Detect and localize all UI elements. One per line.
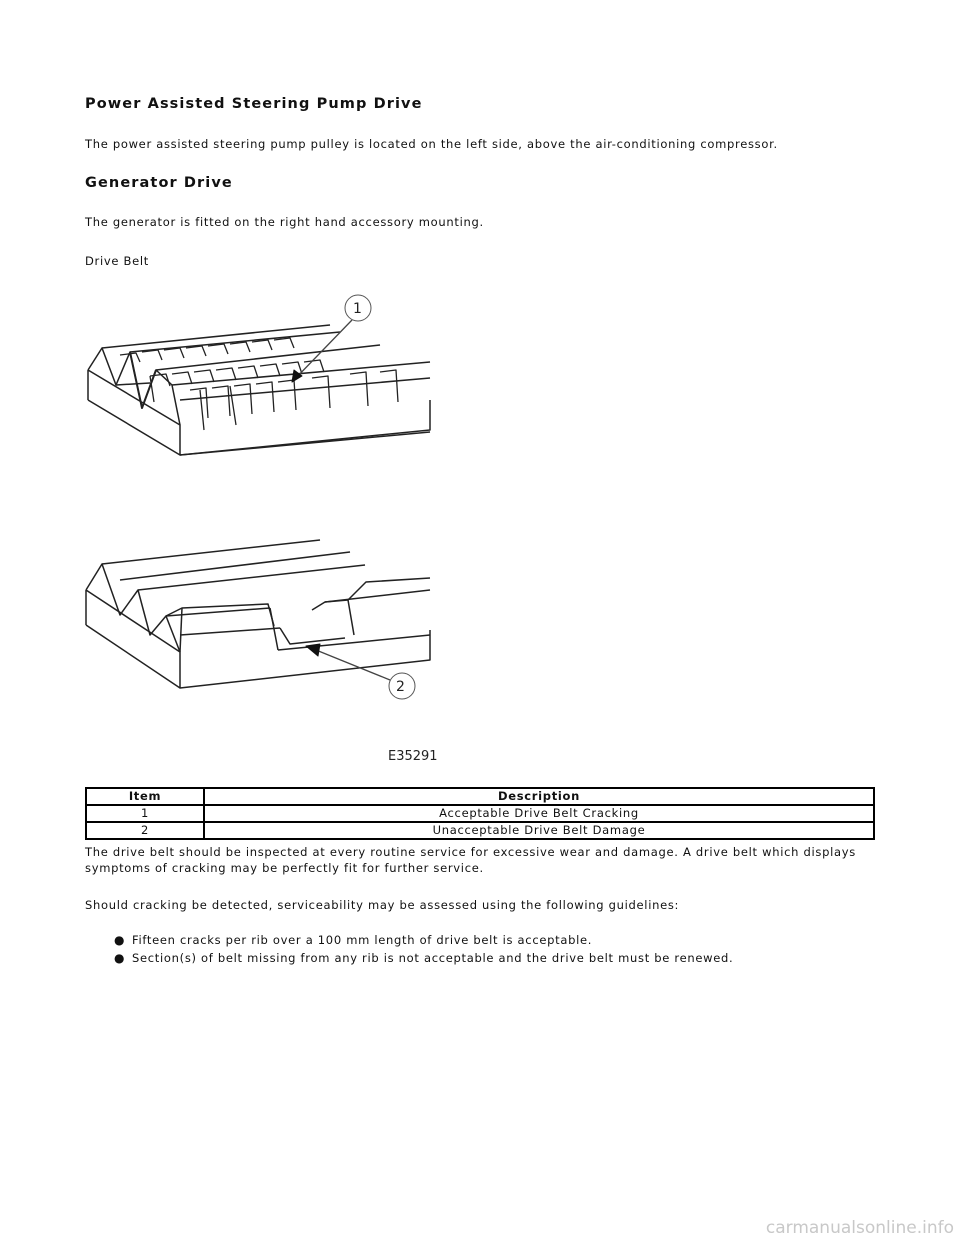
figure-code: E35291 — [388, 749, 438, 764]
pump-drive-text: The power assisted steering pump pulley is located on the left side, above the air-conditioning compressor. — [85, 137, 778, 151]
table-cell-item: 2 — [86, 822, 204, 839]
inspection-text-line-1: The drive belt should be inspected at every routine service for excessive wear and damage. A drive belt which displays — [85, 845, 856, 859]
table-header-description: Description — [204, 788, 874, 805]
belt-diagram-svg — [80, 290, 440, 770]
guidelines-intro: Should cracking be detected, serviceability may be assessed using the following guidelines: — [85, 898, 680, 912]
guidelines-list — [0, 931, 733, 967]
list-item — [0, 931, 733, 949]
page-footer — [0, 1216, 960, 1242]
table-header-row — [86, 788, 874, 805]
list-item — [0, 949, 733, 967]
table-header-item: Item — [86, 788, 204, 805]
watermark: carmanualsonline.info — [765, 1218, 954, 1238]
generator-drive-text: The generator is fitted on the right hand accessory mounting. — [85, 215, 484, 229]
table-row — [86, 822, 874, 839]
drive-belt-illustration — [80, 290, 440, 770]
item-description-table — [85, 787, 875, 840]
callout-1-label: 1 — [353, 301, 362, 317]
callout-2-label: 2 — [396, 679, 405, 695]
inspection-text-line-2: symptoms of cracking may be perfectly fit for further service. — [85, 861, 484, 875]
guideline-text: Section(s) of belt missing from any rib is not acceptable and the drive belt must be renewed. — [132, 951, 734, 965]
table-cell-description: Acceptable Drive Belt Cracking — [204, 805, 874, 822]
bullet-icon: ● — [114, 933, 126, 947]
bullet-icon: ● — [114, 951, 126, 965]
guideline-text: Fifteen cracks per rib over a 100 mm length of drive belt is acceptable. — [132, 933, 593, 947]
section-heading-generator-drive: Generator Drive — [85, 175, 233, 191]
table-row — [86, 805, 874, 822]
belt-damaged-drawing — [86, 540, 430, 688]
section-heading-pump-drive: Power Assisted Steering Pump Drive — [85, 96, 423, 112]
belt-cracked-drawing — [88, 325, 430, 455]
table-cell-item: 1 — [86, 805, 204, 822]
table-cell-description: Unacceptable Drive Belt Damage — [204, 822, 874, 839]
drive-belt-label: Drive Belt — [85, 254, 149, 268]
